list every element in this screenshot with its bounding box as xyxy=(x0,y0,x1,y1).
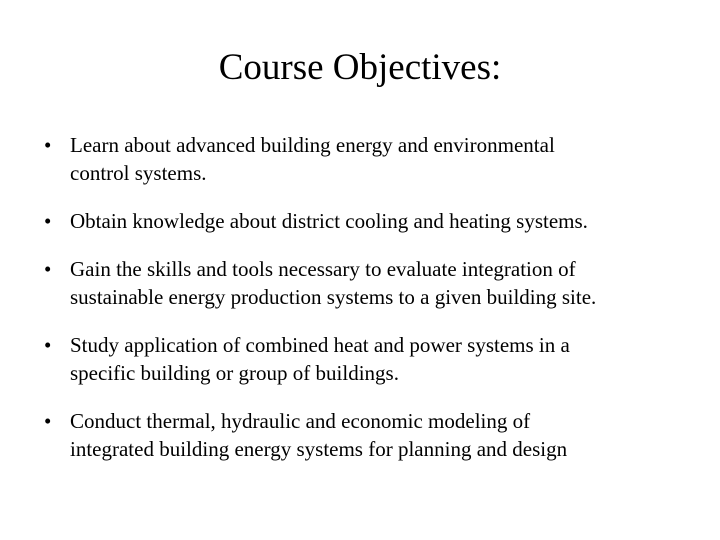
bullet-text-line-2: specific building or group of buildings. xyxy=(70,361,399,385)
bullet-text-line-1: Learn about advanced building energy and environmental xyxy=(70,133,555,157)
bullet-icon: • xyxy=(44,133,52,157)
bullet-text-line-2: integrated building energy systems for planning and design xyxy=(70,437,568,461)
list-item xyxy=(44,255,694,311)
list-item xyxy=(44,331,694,387)
slide-title: Course Objectives: xyxy=(218,47,502,88)
bullet-text-line-2: control systems. xyxy=(70,161,207,185)
list-item xyxy=(44,407,694,463)
bullet-icon: • xyxy=(44,257,52,281)
list-item xyxy=(44,207,694,235)
bullet-icon: • xyxy=(44,409,52,433)
bullet-text-line-1: Conduct thermal, hydraulic and economic modeling of xyxy=(70,409,531,433)
bullet-text-line-1: Study application of combined heat and power systems in a xyxy=(70,333,570,357)
list-item xyxy=(44,131,694,187)
objectives-list xyxy=(44,131,694,483)
bullet-text-line-2: sustainable energy production systems to a given building site. xyxy=(70,285,597,309)
bullet-text-line-1: Obtain knowledge about district cooling and heating systems. xyxy=(70,209,588,233)
bullet-icon: • xyxy=(44,209,52,233)
bullet-icon: • xyxy=(44,333,52,357)
bullet-text-line-1: Gain the skills and tools necessary to evaluate integration of xyxy=(70,257,576,281)
